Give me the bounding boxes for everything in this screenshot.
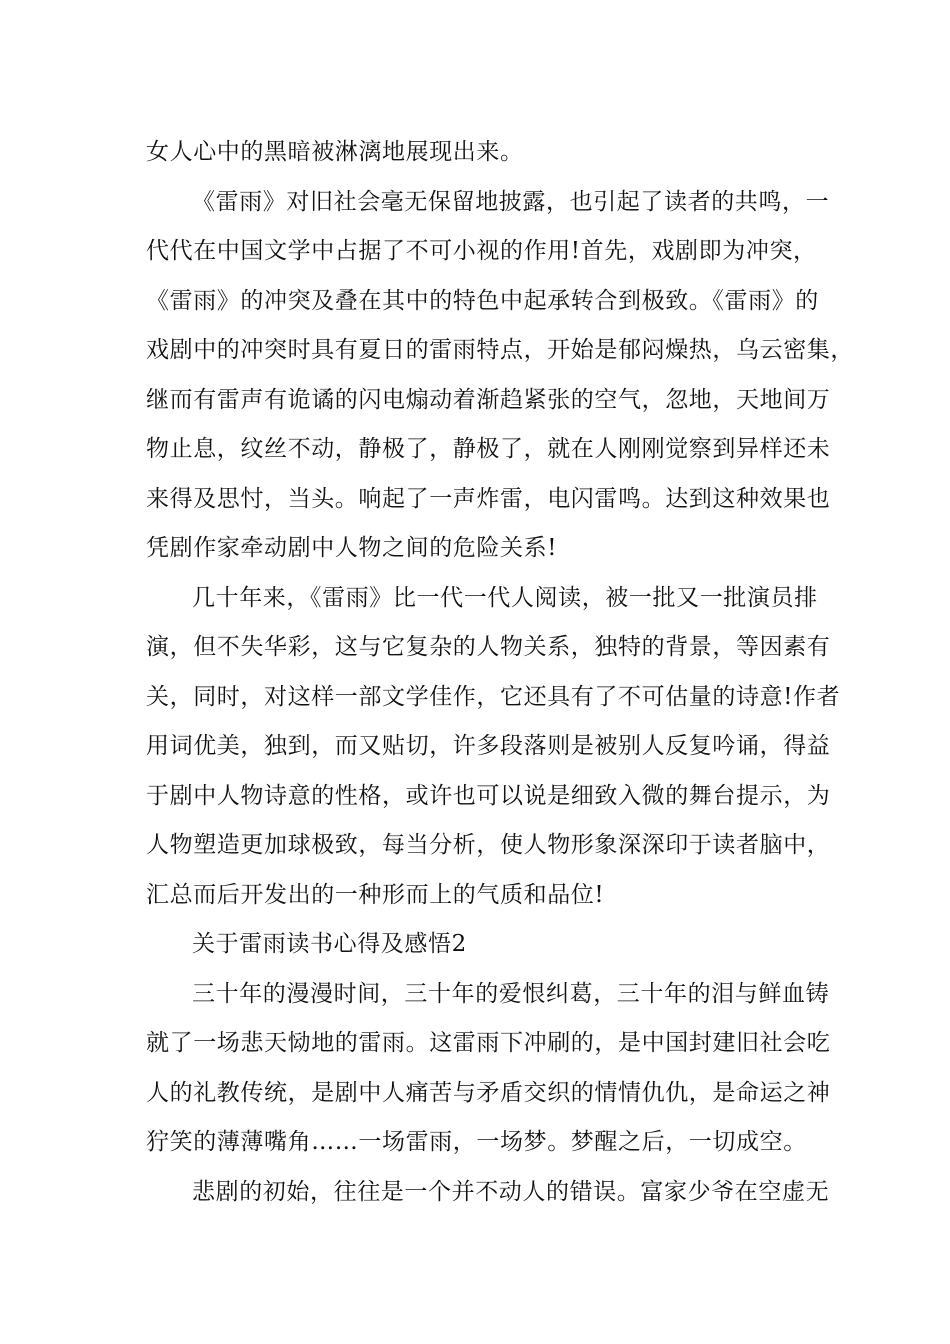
document-body bbox=[146, 128, 854, 1217]
text-line: 于剧中人物诗意的性格，或许也可以说是细致入微的舞台提示，为 bbox=[146, 782, 831, 809]
text-line: 三十年的漫漫时间，三十年的爱恨纠葛，三十年的泪与鲜血铸 bbox=[192, 980, 830, 1007]
text-line: 汇总而后开发出的一种形而上的气质和品位! bbox=[146, 881, 605, 908]
text-line: 代代在中国文学中占据了不可小视的作用!首先，戏剧即为冲突， bbox=[146, 238, 817, 264]
text-line: 《雷雨》对旧社会毫无保留地披露，也引起了读者的共鸣，一 bbox=[192, 188, 830, 215]
text-line: 戏剧中的冲突时具有夏日的雷雨特点，开始是郁闷燥热，乌云密集， bbox=[146, 337, 854, 363]
text-line: 几十年来，《雷雨》比一代一代人阅读，被一批又一批演员排 bbox=[192, 584, 818, 611]
text-line: 人的礼教传统，是剧中人痛苦与矛盾交织的情情仇仇，是命运之神 bbox=[146, 1079, 831, 1106]
text-line: 凭剧作家牵动剧中人物之间的危险关系! bbox=[146, 535, 558, 561]
text-line: 就了一场悲天恸地的雷雨。这雷雨下冲刷的，是中国封建旧社会吃 bbox=[146, 1030, 831, 1056]
text-line: 用词优美，独到，而又贴切，许多段落则是被别人反复吟诵，得益 bbox=[146, 733, 831, 759]
text-line: 关，同时，对这样一部文学佳作，它还具有了不可估量的诗意!作者 bbox=[146, 683, 841, 710]
text-line: 悲剧的初始，往往是一个并不动人的错误。富家少爷在空虚无 bbox=[192, 1178, 830, 1205]
text-line: 物止息，纹丝不动，静极了，静极了，就在人刚刚觉察到异样还未 bbox=[146, 436, 831, 462]
text-line: 来得及思忖，当头。响起了一声炸雷，电闪雷鸣。达到这种效果也 bbox=[146, 485, 831, 512]
text-line: 继而有雷声有诡谲的闪电煽动着渐趋紧张的空气，忽地，天地间万 bbox=[146, 386, 831, 413]
section-heading: 关于雷雨读书心得及感悟2 bbox=[192, 931, 467, 957]
text-line: 人物塑造更加球极致，每当分析，使人物形象深深印于读者脑中， bbox=[146, 832, 831, 858]
text-line: 《雷雨》的冲突及叠在其中的特色中起承转合到极致。《雷雨》的 bbox=[146, 287, 819, 314]
text-line: 狞笑的薄薄嘴角……一场雷雨，一场梦。梦醒之后，一切成空。 bbox=[146, 1129, 807, 1155]
text-line: 女人心中的黑暗被淋漓地展现出来。 bbox=[146, 139, 524, 165]
text-line: 演，但不失华彩，这与它复杂的人物关系，独特的背景，等因素有 bbox=[146, 634, 831, 660]
